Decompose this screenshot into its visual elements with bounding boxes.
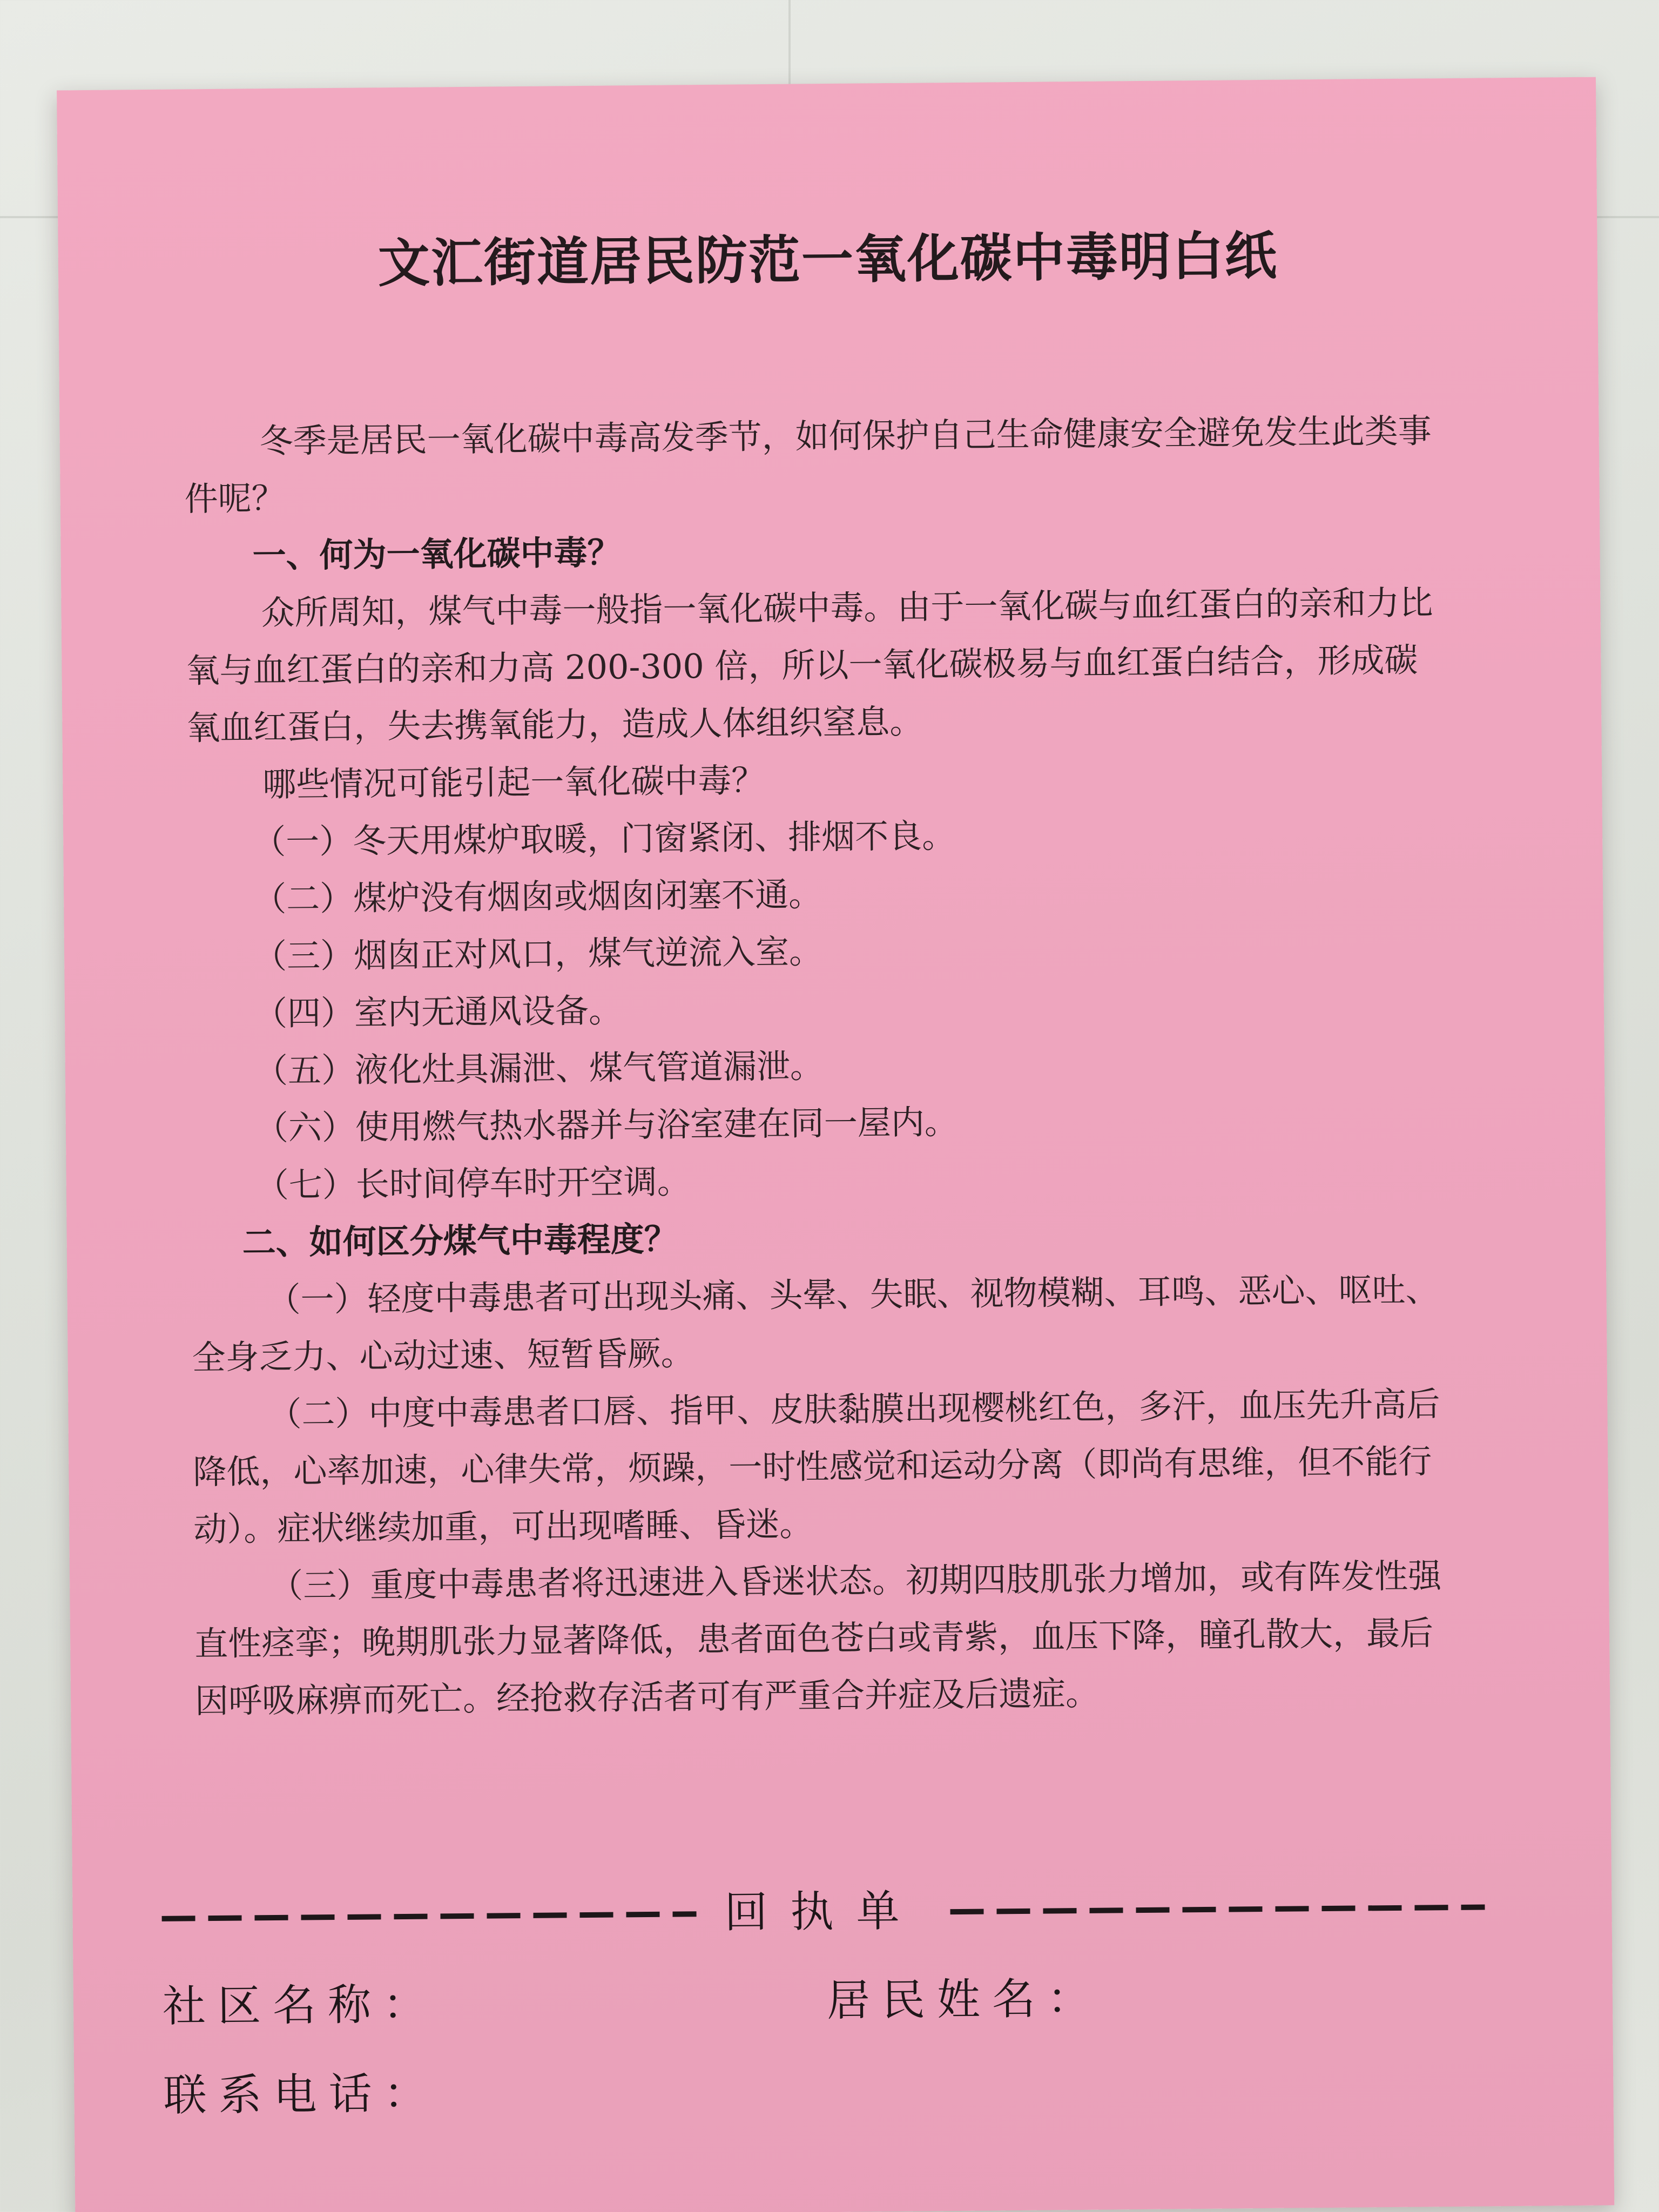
causes-question: 哪些情况可能引起一氧化碳中毒？ [262,760,765,805]
receipt-divider [161,1876,1485,1947]
document-title: 文汇街道居民防范一氧化碳中毒明白纸 [377,225,1278,294]
section1-heading: 一、何为一氧化碳中毒？ [252,532,621,576]
receipt-title: 回执单 [724,1885,922,1938]
resident-name-label: 居民姓名： [826,1973,1103,2026]
cause-item-4: （四）室内无通风设备。 [253,990,623,1034]
section2-heading: 二、如何区分煤气中毒程度？ [242,1219,678,1263]
cause-item-5: （五）液化灶具漏泄、煤气管道漏泄。 [254,1046,824,1091]
community-name-label: 社区名称： [162,1979,439,2032]
document-body [184,402,1448,1730]
severity-mild: （一）轻度中毒患者可出现头痛、头晕、失眠、视物模糊、耳鸣、恶心、呕吐、全身乏力、心动过速、短暂昏厥。 [192,1270,1439,1378]
section1-paragraph: 众所周知，煤气中毒一般指一氧化碳中毒。由于一氧化碳与血红蛋白的亲和力比氧与血红蛋白的亲和力高 200-300 倍，所以一氧化碳极易与血红蛋白结合，形成碳氧血红蛋白，失去携氧能力，造成人体组织窒息。 [186,583,1433,748]
cause-item-6: （六）使用燃气热水器并与浴室建在同一屋内。 [254,1102,959,1148]
severity-severe: （三）重度中毒患者将迅速进入昏迷状态。初期四肢肌张力增加，或有阵发性强直性痉挛；晚期肌张力显著降低，患者面色苍白或青紫，血压下降，瞳孔散大，最后因呼吸麻痹而死亡。经抢救存活者可有严重合并症及后遗症。 [194,1556,1442,1721]
cause-item-1: （一）冬天用煤炉取暖，门窗紧闭、排烟不良。 [252,815,956,862]
severity-moderate: （二）中度中毒患者口唇、指甲、皮肤黏膜出现樱桃红色，多汗，血压先升高后降低，心率加速，心律失常，烦躁，一时性感觉和运动分离（即尚有思维，但不能行动）。症状继续加重，可出现嗜睡、昏迷。 [193,1384,1440,1549]
intro-paragraph: 冬季是居民一氧化碳中毒高发季节，如何保护自己生命健康安全避免发生此类事件呢？ [184,411,1432,519]
cause-item-3: （三）烟囱正对风口，煤气逆流入室。 [253,932,823,976]
cause-item-7: （七）长时间停车时开空调。 [255,1162,691,1205]
cause-item-2: （二）煤炉没有烟囱或烟囱闭塞不通。 [252,874,822,919]
pink-flyer [57,77,1614,2212]
receipt-slip [161,1876,1485,2121]
phone-label: 联系电话： [163,2068,439,2121]
